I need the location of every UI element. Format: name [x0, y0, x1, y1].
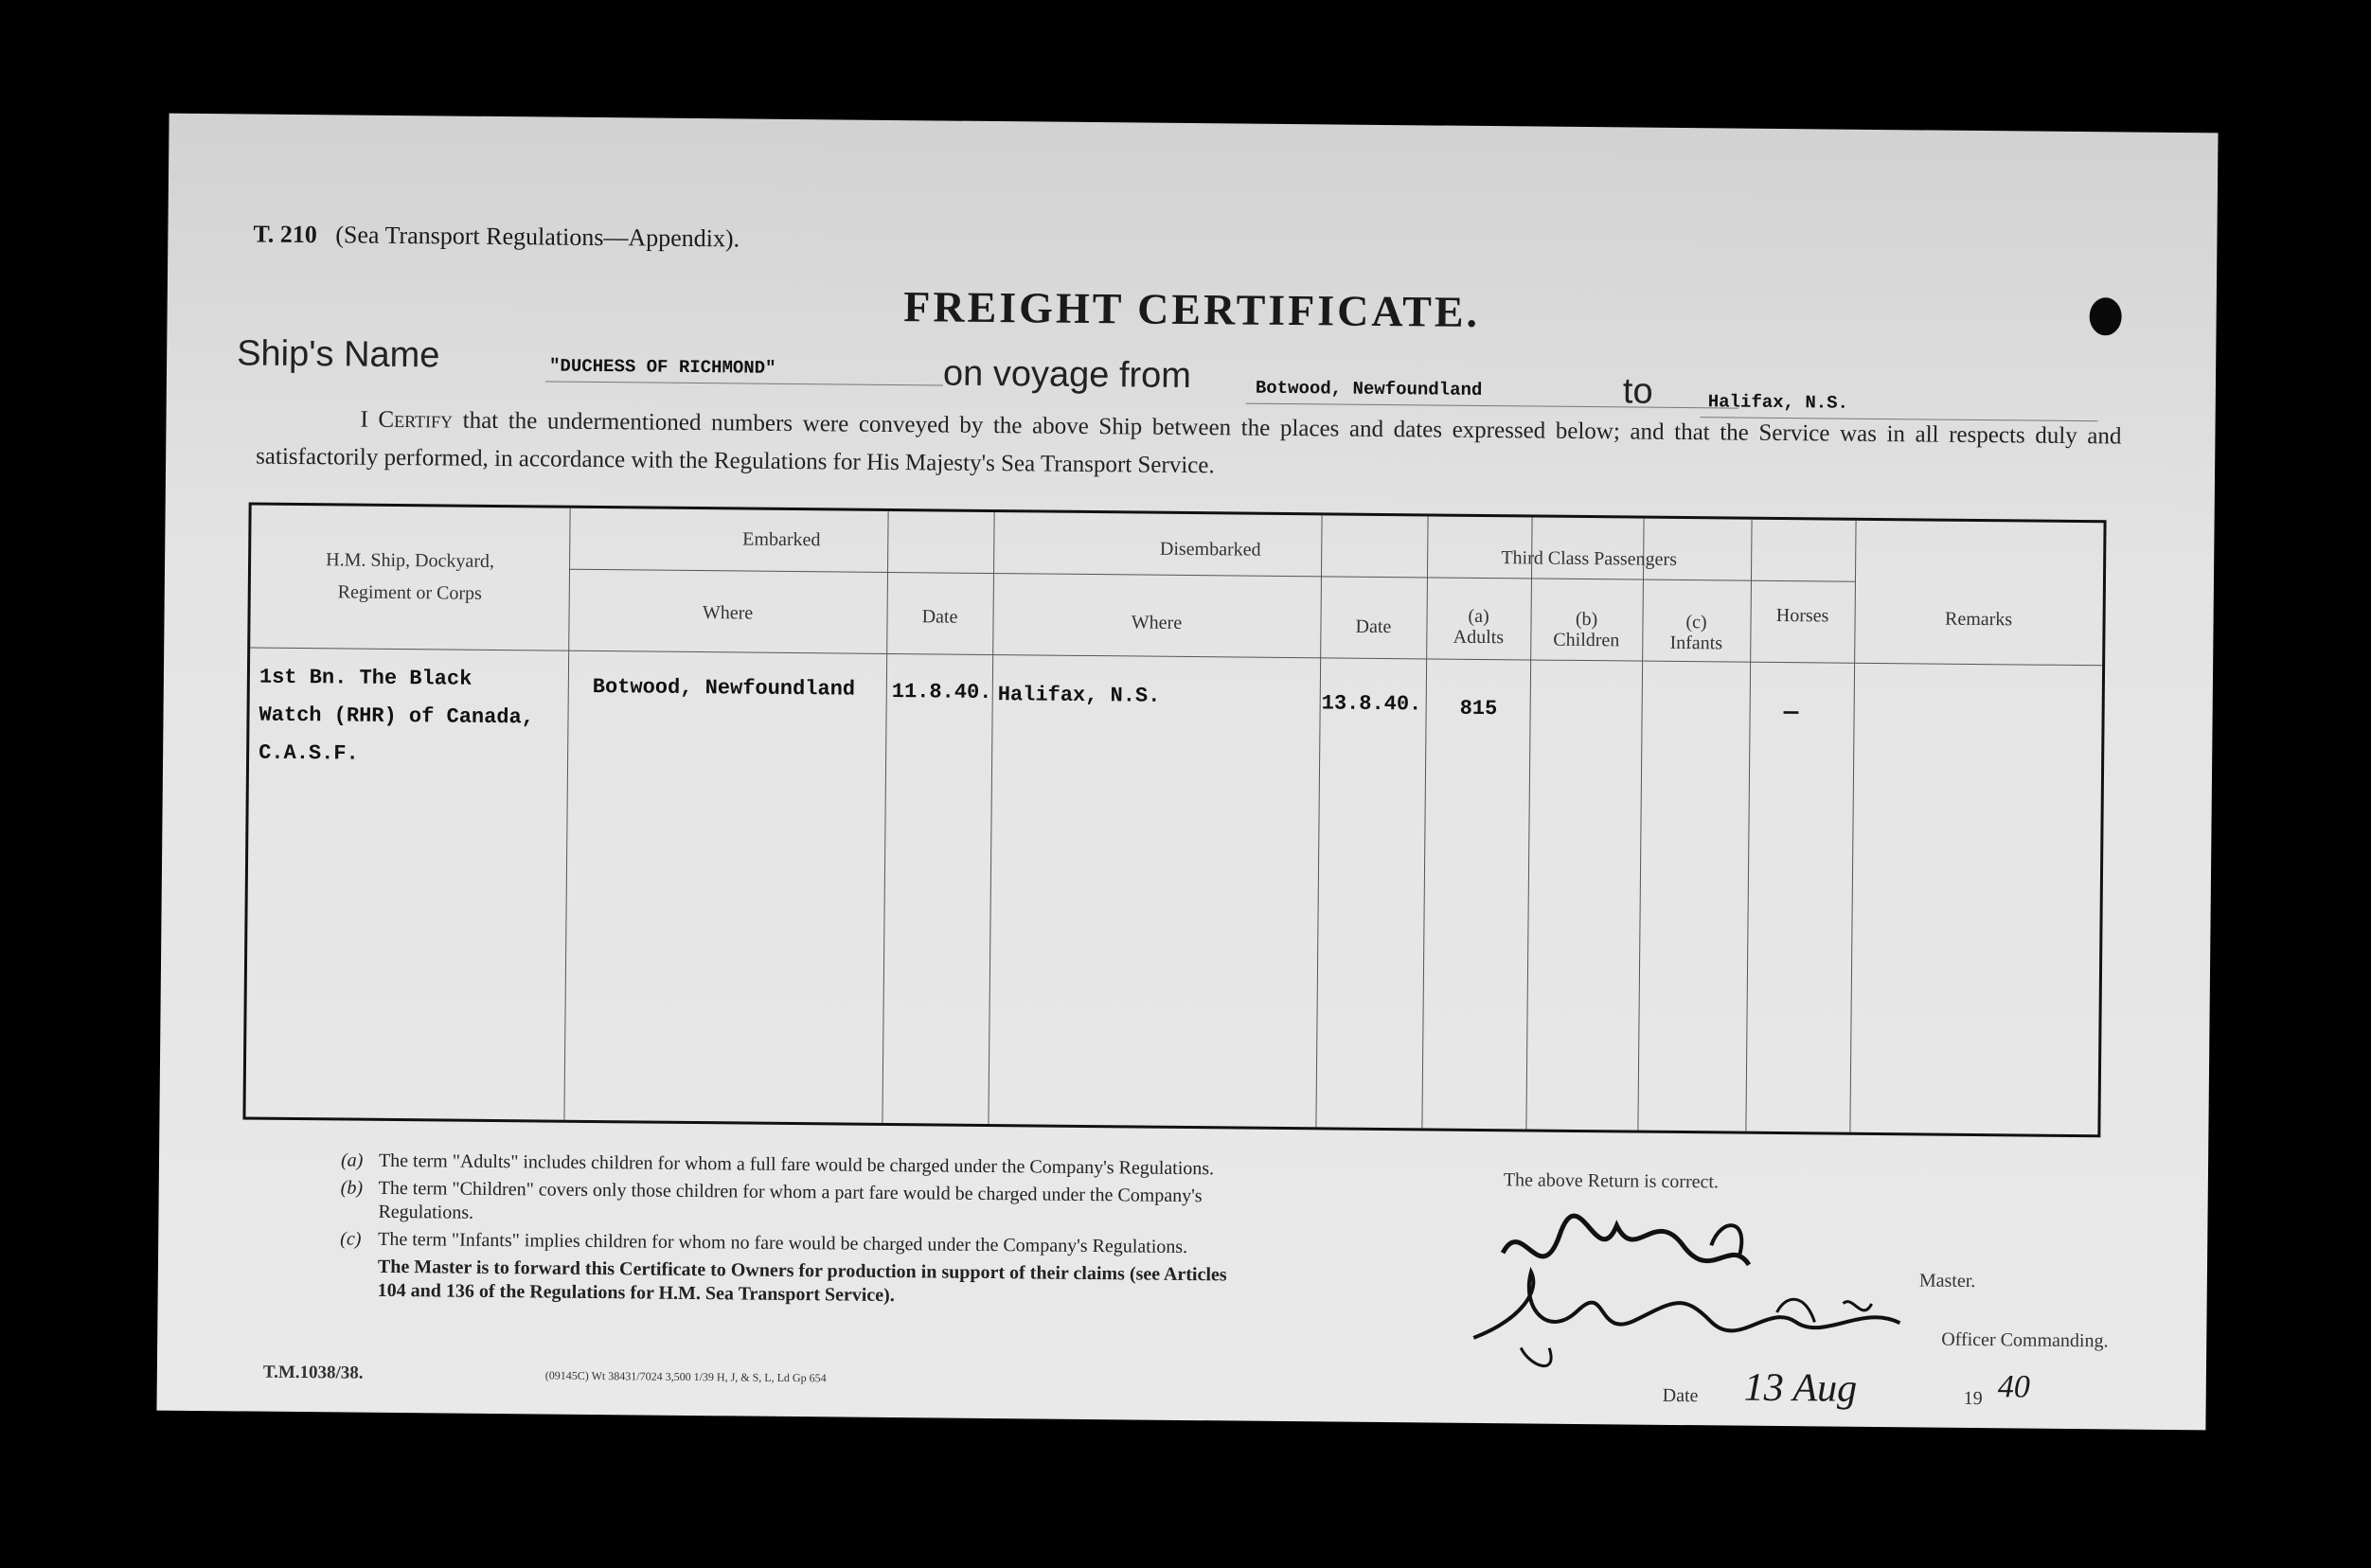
header-disembarked: Disembarked	[1159, 538, 1261, 561]
certificate-paper	[156, 114, 2218, 1431]
form-number: T. 210	[253, 220, 317, 249]
table-row-embarked-date: 11.8.40.	[891, 679, 992, 705]
note-children: (b) The term "Children" covers only those children for whom a part fare would be charged under the Company's Regulations.	[340, 1177, 1203, 1223]
table-row-disembarked-date: 13.8.40.	[1321, 691, 1422, 717]
header-unit: H.M. Ship, Dockyard, Regiment or Corps	[326, 549, 495, 604]
header-embarked-where: Where	[702, 602, 754, 624]
header-infants-mark: (c)	[1685, 612, 1707, 633]
unit-line-3: C.A.S.F.	[258, 740, 359, 766]
voyage-from-rule	[1246, 402, 1738, 409]
ship-name-label: Ship's Name	[236, 333, 440, 376]
certify-lead: I Certify	[360, 406, 454, 434]
header-children	[1530, 608, 1642, 650]
voyage-to-value: Halifax, N.S.	[1707, 391, 1849, 414]
return-correct-text: The above Return is correct.	[1503, 1169, 1720, 1193]
officer-signature	[1473, 1272, 1900, 1342]
note-infants: (c) The term "Infants" implies children for whom no fare would be charged under the Company's Regulations.	[340, 1228, 1188, 1258]
header-embarked-date: Date	[921, 606, 958, 628]
unit-line-1: 1st Bn. The Black	[258, 665, 472, 691]
form-code: T.M.1038/38.	[262, 1362, 364, 1383]
note-master: The Master is to forward this Certificate to Owners for production in support of their claims (see Articles 104 and 136 of the Regulations for H.M. Sea Transport Service).	[377, 1256, 1227, 1307]
ship-name-rule	[545, 380, 943, 385]
form-number-line	[253, 221, 740, 254]
header-disembarked-date: Date	[1355, 615, 1392, 638]
table-row-unit	[258, 659, 535, 775]
header-adults-label: Adults	[1453, 626, 1505, 649]
header-infants-label: Infants	[1669, 632, 1723, 654]
certify-paragraph	[256, 401, 2122, 494]
table-row-disembarked-where: Halifax, N.S.	[997, 683, 1161, 708]
certify-text: that the undermentioned numbers were conveyed by the above Ship between the places and dates expressed below; and that the Service was in all respects duly and satisfactorily performed, in accordance with the Regulations for His Majesty's Sea Transport Service.	[256, 407, 2122, 479]
date-value: 13 Aug	[1743, 1365, 1858, 1411]
header-embarked: Embarked	[742, 528, 821, 551]
header-remarks: Remarks	[1944, 608, 2013, 631]
voyage-from-label: on voyage from	[942, 353, 1192, 397]
footnotes	[340, 1149, 1260, 1314]
col-divider	[988, 512, 994, 1124]
unit-line-2: Watch (RHR) of Canada,	[258, 703, 535, 730]
note-adults: (a) The term "Adults" includes children for whom a full fare would be charged under the Company's Regulations.	[340, 1149, 1215, 1180]
master-signature-flourish	[1711, 1225, 1741, 1256]
header-infants	[1642, 612, 1750, 654]
date-label: Date	[1662, 1384, 1699, 1407]
table-row-horses: —	[1783, 698, 1799, 727]
header-adults-mark: (a)	[1468, 605, 1489, 628]
year-prefix: 19	[1963, 1387, 1983, 1410]
to-label: to	[1622, 371, 1653, 412]
year-suffix: 40	[1997, 1369, 2030, 1405]
ship-name-value: "DUCHESS OF RICHMOND"	[548, 355, 776, 379]
header-disembarked-where: Where	[1131, 612, 1183, 633]
regulation-ref: (Sea Transport Regulations—Appendix).	[335, 221, 740, 253]
freight-table	[242, 502, 2106, 1137]
header-horses: Horses	[1775, 604, 1829, 627]
signature-marks	[1464, 1177, 1958, 1409]
header-children-label: Children	[1553, 629, 1620, 651]
voyage-from-value: Botwood, Newfoundland	[1255, 377, 1483, 401]
officer-commanding-label: Officer Commanding.	[1941, 1328, 2109, 1352]
header-adults	[1426, 605, 1530, 648]
header-subrule	[569, 569, 1855, 582]
col-divider	[1315, 515, 1322, 1127]
header-third-class: Third Class Passengers	[1501, 547, 1678, 570]
officer-signature-loop	[1521, 1347, 1551, 1365]
header-children-mark: (b)	[1575, 608, 1598, 631]
document-title: FREIGHT CERTIFICATE.	[903, 282, 1481, 336]
col-divider	[882, 511, 888, 1123]
print-line: (09145C) Wt 38431/7024 3,500 1/39 H, J, & S, L, Ld Gp 654	[544, 1368, 827, 1385]
table-row-embarked-where: Botwood, Newfoundland	[592, 674, 856, 702]
table-row-adults: 815	[1459, 696, 1498, 722]
master-label: Master.	[1918, 1270, 1976, 1292]
